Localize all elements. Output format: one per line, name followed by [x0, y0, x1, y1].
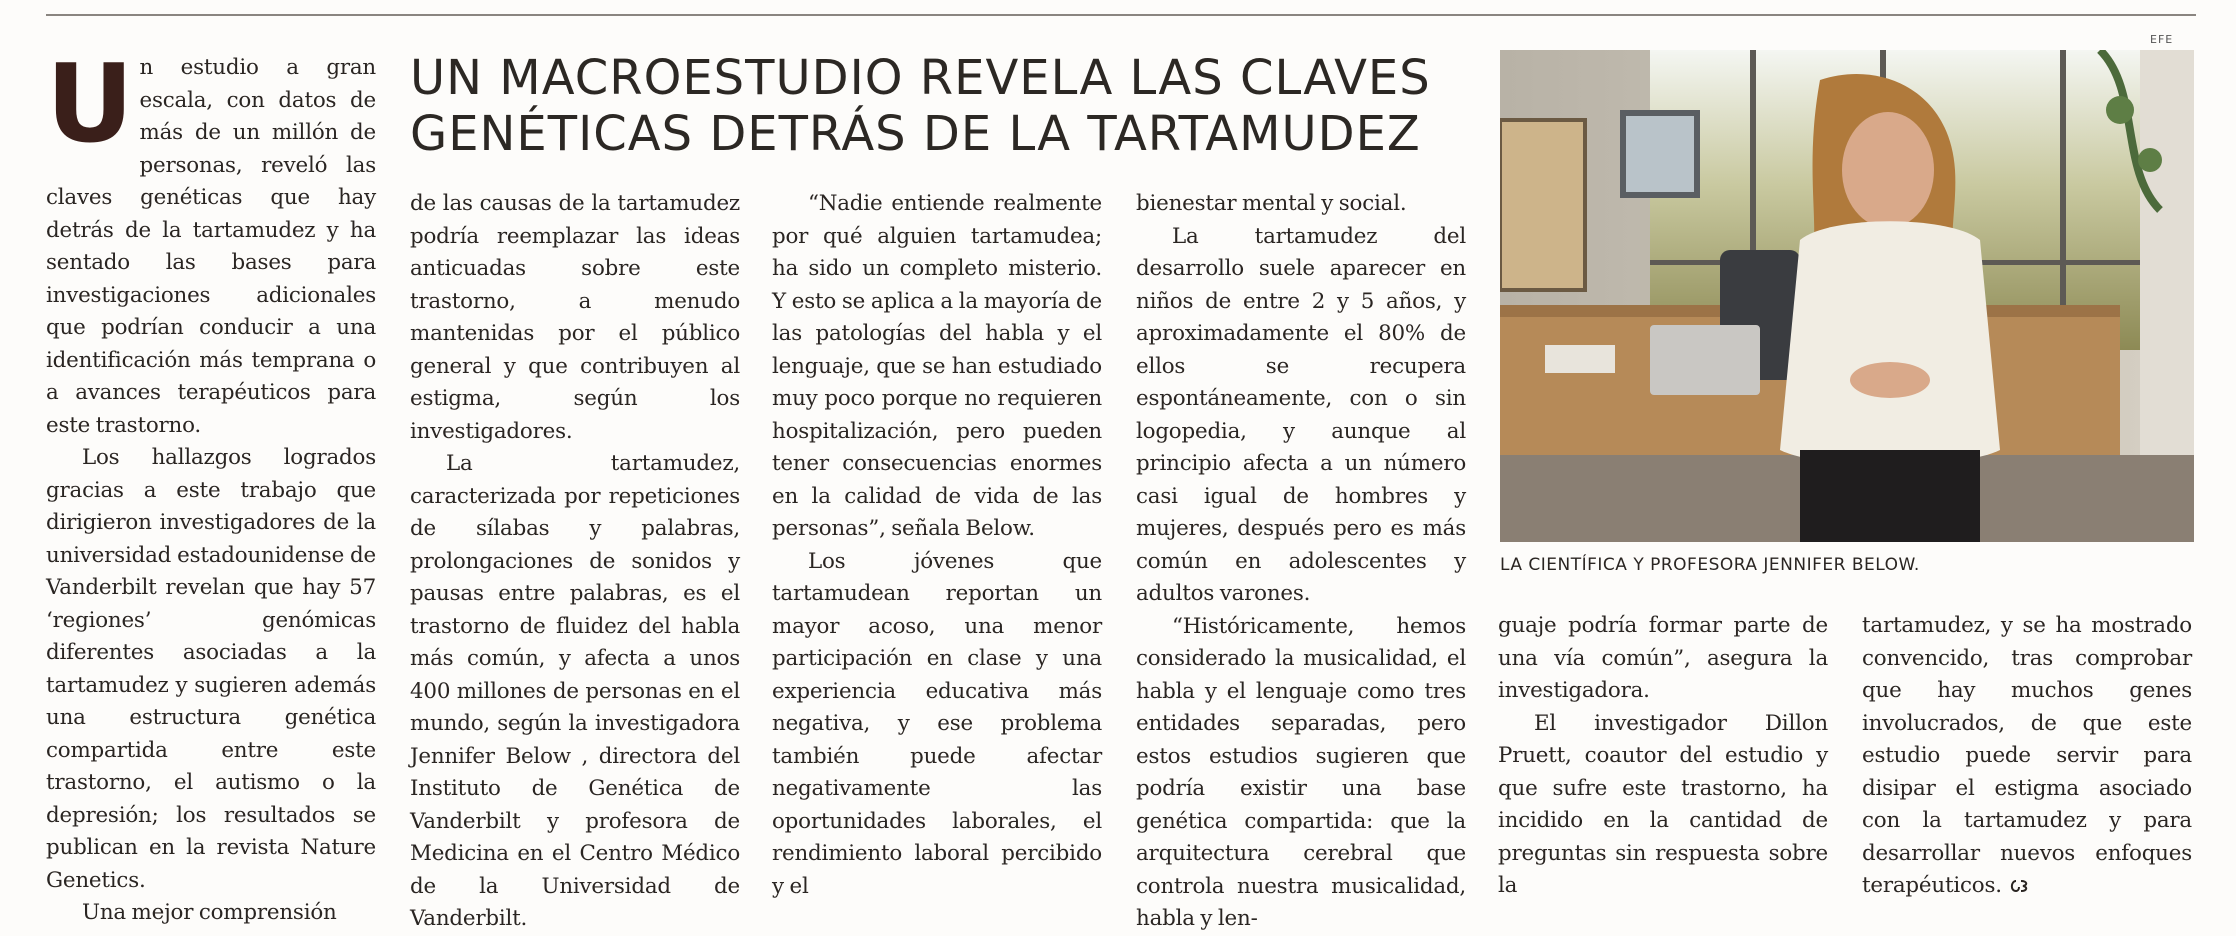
- paragraph: Los jóvenes que tartamudean reportan un mayor acoso, una menor participación en clase y una experiencia educativa más negativa, y ese problema también puede afectar negativamente las oportunidades laborales, el rendimiento laboral percibido y el: [772, 548, 1102, 899]
- paragraph: de las causas de la tartamudez podría reemplazar las ideas anticuadas sobre este trastorno, a menudo mantenidas por el público general y que contribuyen al estigma, según los investigadores.: [410, 191, 740, 444]
- end-mark-icon: [2008, 878, 2030, 894]
- headline-line-2: GENÉTICAS DETRÁS DE LA TARTAMUDEZ: [410, 106, 1421, 162]
- paragraph: tartamudez, y se ha mostrado convencido, tras comprobar que hay muchos genes involucrados, de que este estudio puede servir para disipar el estigma asociado con la tartamudez y para desarrollar nuevos enfoques terapéuticos.: [1862, 613, 2192, 898]
- headline: [410, 50, 1450, 162]
- paragraph: Una mejor comprensión: [82, 900, 337, 925]
- paragraph: La tartamudez del desarrollo suele aparecer en niños de entre 2 y 5 años, y aproximadamente el 80% de ellos se recupera espontáneamente, con o sin logopedia, y aunque al principio afecta a un número casi igual de hombres y mujeres, después pero es más común en adolescentes y adultos varones.: [1136, 223, 1466, 606]
- paragraph: “Históricamente, hemos considerado la musicalidad, el habla y el lenguaje como tres entidades separadas, pero estos estudios sugieren que podría existir una base genética compartida: que la arquitectura cerebral que controla nuestra musicalidad, habla y len-: [1136, 613, 1466, 931]
- top-rule: [46, 14, 2196, 16]
- photo-credit: EFE: [2150, 33, 2174, 46]
- headline-line-1: UN MACROESTUDIO REVELA LAS CLAVES: [410, 50, 1431, 106]
- paragraph: bienestar mental y social.: [1136, 191, 1407, 216]
- drop-cap: U: [46, 42, 134, 167]
- paragraph: Los hallazgos logrados gracias a este trabajo que dirigieron investigadores de la universidad estadounidense de Vanderbilt revelan que hay 57 ‘regiones’ genómicas diferentes asociadas a la tartamudez y sugieren además una estructura genética compartida entre este trastorno, el autismo o la depresión; los resultados se publican en la revista Nature Genetics.: [46, 445, 376, 893]
- article-column-3: [772, 188, 1102, 903]
- paragraph: “Nadie entiende realmente por qué alguien tartamudea; ha sido un completo misterio. Y esto se aplica a la mayoría de las patologías del habla y el lenguaje, que se han estudiado muy poco porque no requieren hospitalización, pero pueden tener consecuencias enormes en la calidad de vida de las personas”, señala Below.: [772, 191, 1102, 541]
- article-column-4: [1136, 188, 1466, 936]
- paragraph: guaje podría formar parte de una vía común”, asegura la investigadora.: [1498, 613, 1828, 703]
- article-column-5: [1498, 610, 1828, 903]
- paragraph: El investigador Dillon Pruett, coautor del estudio y que sufre este trastorno, ha incidido en la cantidad de preguntas sin respuesta sobre la: [1498, 710, 1828, 898]
- paragraph: La tartamudez, caracterizada por repeticiones de sílabas y palabras, prolongaciones de sonidos y pausas entre palabras, es el trastorno de fluidez del habla más común, y afecta a unos 400 millones de personas en el mundo, según la investigadora Jennifer Below , directora del Instituto de Genética de Vanderbilt y profesora de Medicina en el Centro Médico de la Universidad de Vanderbilt.: [410, 451, 740, 931]
- article-column-1: [46, 42, 376, 930]
- office-photo-illustration: [1500, 50, 2194, 542]
- lead-paragraph: Un estudio a gran escala, con datos de más de un millón de personas, reveló las claves genéticas que hay detrás de la tartamudez y ha sentado las bases para investigaciones adicionales que podrían conducir a una identificación más temprana o a avances terapéuticos para este trastorno.: [46, 42, 376, 438]
- article-column-6: [1862, 610, 2192, 903]
- photo-jennifer-below: [1500, 50, 2194, 542]
- photo-caption: LA CIENTÍFICA Y PROFESORA JENNIFER BELOW.: [1500, 555, 1920, 575]
- article-column-2: [410, 188, 740, 936]
